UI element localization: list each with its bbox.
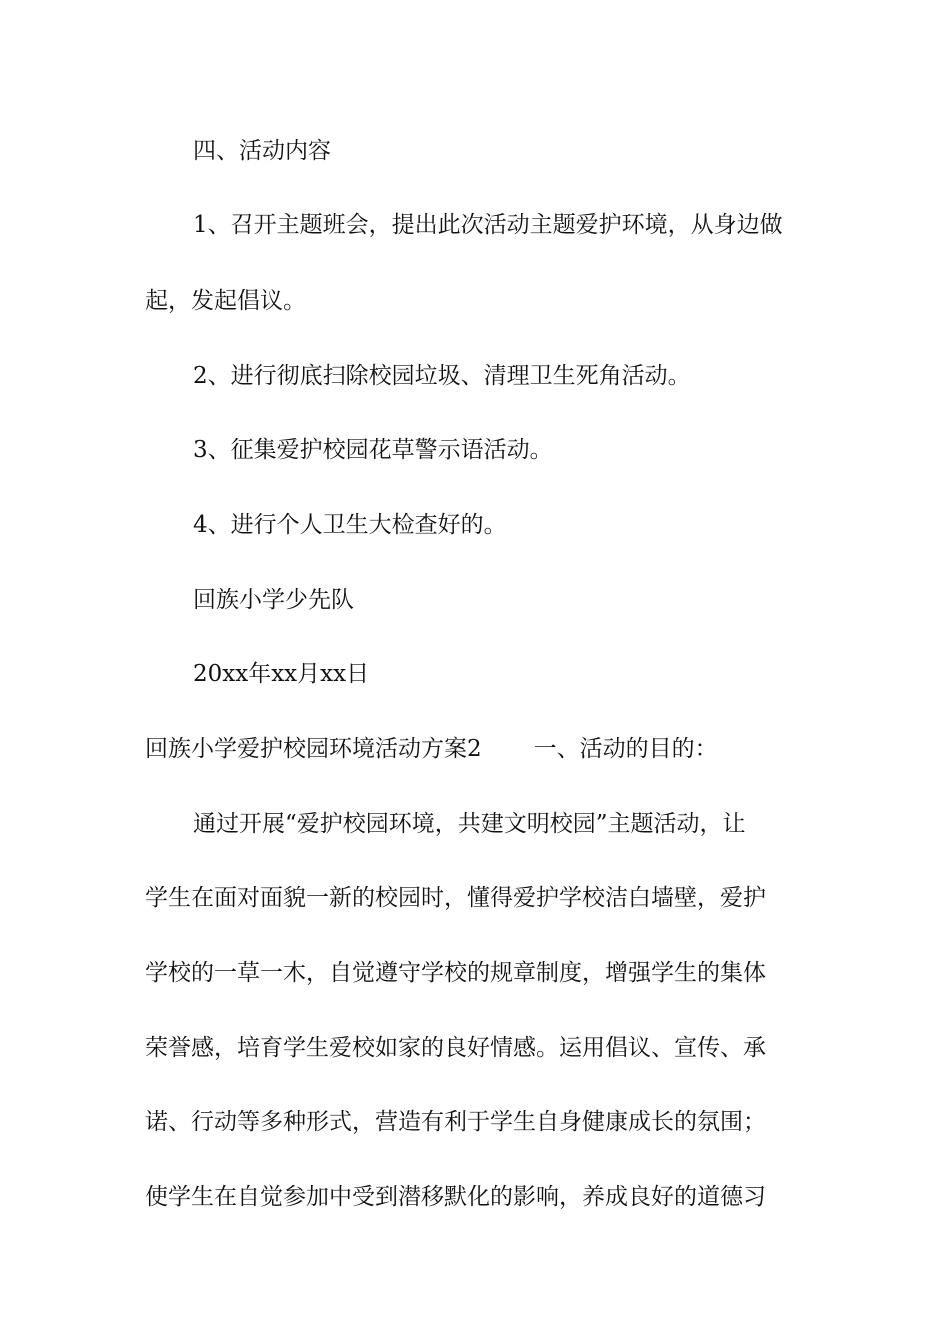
section-heading-activity-content: 四、活动内容 xyxy=(193,138,331,164)
paragraph-line-3: 学校的一草一木，自觉遵守学校的规章制度，增强学生的集体 xyxy=(145,960,766,986)
paragraph-line-2: 学生在面对面貌一新的校园时，懂得爱护学校洁白墙壁，爱护 xyxy=(145,885,766,911)
plan-2-section-heading: 一、活动的目的： xyxy=(533,736,718,762)
item-1-line-2: 起，发起倡议。 xyxy=(145,288,306,314)
item-3: 3、征集爱护校园花草警示语活动。 xyxy=(193,437,553,463)
paragraph-line-4: 荣誉感，培育学生爱校如家的良好情感。运用倡议、宣传、承 xyxy=(145,1035,766,1061)
plan-2-title-line xyxy=(145,729,810,769)
paragraph-line-1: 通过开展“爱护校园环境，共建文明校园”主题活动，让 xyxy=(193,811,746,837)
paragraph-line-5: 诺、行动等多种形式，营造有利于学生自身健康成长的氛围； xyxy=(145,1109,766,1135)
plan-2-title: 回族小学爱护校园环境活动方案2 xyxy=(145,736,482,762)
item-2: 2、进行彻底扫除校园垃圾、清理卫生死角活动。 xyxy=(193,363,691,389)
item-4: 4、进行个人卫生大检查好的。 xyxy=(193,512,507,538)
signature-date: 20xx年xx月xx日 xyxy=(193,661,370,687)
item-1-line-1: 1、召开主题班会，提出此次活动主题爱护环境，从身边做 xyxy=(193,212,783,238)
paragraph-line-6: 使学生在自觉参加中受到潜移默化的影响，养成良好的道德习 xyxy=(145,1184,766,1210)
signature-org: 回族小学少先队 xyxy=(193,587,354,613)
